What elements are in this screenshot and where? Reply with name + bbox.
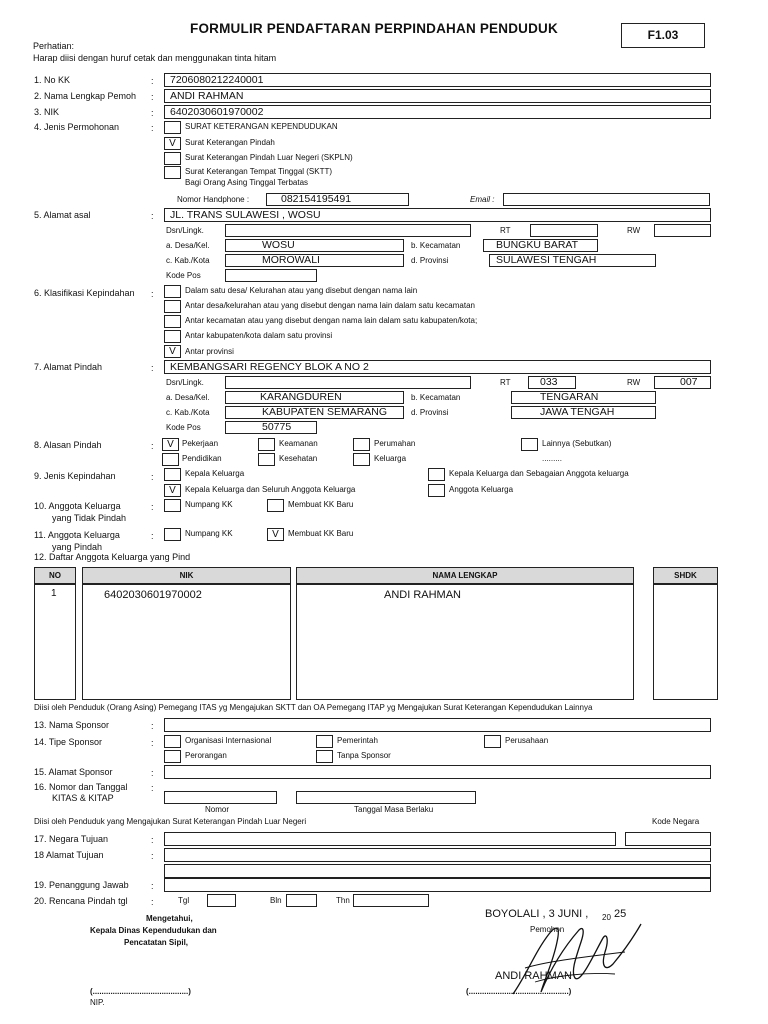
alamat-tujuan-field-2[interactable]: [164, 864, 711, 878]
penanggung-label: 19. Penanggung Jawab: [34, 880, 129, 890]
penanggung-field[interactable]: [164, 878, 711, 892]
jk-2-checkbox[interactable]: [428, 468, 445, 481]
skk-checkbox[interactable]: [164, 121, 181, 134]
jk-4-label: Anggota Keluarga: [449, 485, 514, 494]
pendidikan-checkbox[interactable]: [162, 453, 179, 466]
pindah-desa-label: a. Desa/Kel.: [166, 393, 210, 402]
kitas-nomor-field[interactable]: [164, 791, 277, 804]
tgl-field[interactable]: [207, 894, 236, 907]
asal-pos-label: Kode Pos: [166, 271, 201, 280]
skpln-checkbox[interactable]: [164, 152, 181, 165]
klas-4-label: Antar kabupaten/kota dalam satu provinsi: [185, 331, 333, 340]
ts-org-checkbox[interactable]: [164, 735, 181, 748]
pindah-kab-value: KABUPATEN SEMARANG: [262, 406, 388, 418]
pekerjaan-label: Pekerjaan: [182, 439, 219, 448]
pemohon-label: Pemohon: [530, 925, 565, 934]
skp-label: Surat Keterangan Pindah: [185, 138, 275, 147]
nik-field[interactable]: [164, 105, 711, 119]
pindah-pos-label: Kode Pos: [166, 423, 201, 432]
sponsor-field[interactable]: [164, 718, 711, 732]
row-no: 1: [51, 588, 57, 599]
akp-numpang-checkbox[interactable]: [164, 528, 181, 541]
kode-negara-field[interactable]: [625, 832, 711, 846]
asal-prov-field[interactable]: [489, 254, 656, 267]
col-nik: [82, 584, 291, 700]
keluarga-label: Keluarga: [374, 454, 407, 463]
asal-prov-value: SULAWESI TENGAH: [496, 254, 597, 266]
lainnya-checkbox[interactable]: [521, 438, 538, 451]
akt-membuat-label: Membuat KK Baru: [288, 500, 354, 509]
asal-kab-label: c. Kab./Kota: [166, 256, 210, 265]
phone-label: Nomor Handphone :: [177, 195, 250, 204]
ts-per-label: Perusahaan: [505, 736, 549, 745]
negara-field[interactable]: [164, 832, 616, 846]
pindah-prov-value: JAWA TENGAH: [540, 406, 615, 418]
form-title: FORMULIR PENDAFTARAN PERPINDAHAN PENDUDUK: [190, 21, 558, 36]
phone-field[interactable]: [266, 193, 409, 206]
asal-desa-field[interactable]: [225, 239, 404, 252]
pindah-rt-field[interactable]: [528, 376, 576, 389]
lainnya-label: Lainnya (Sebutkan): [542, 439, 612, 448]
col-header-nama: NAMA LENGKAP: [296, 567, 634, 584]
pindah-kec-value: TENGARAN: [540, 391, 599, 403]
kepala-dinas-1: Kepala Dinas Kependudukan dan: [90, 926, 217, 935]
nip-label: NIP.: [90, 998, 105, 1007]
email-field[interactable]: [503, 193, 710, 206]
asal-kab-value: MOROWALI: [262, 254, 320, 266]
pindah-desa-value: KARANGDUREN: [260, 391, 342, 403]
alamat-sponsor-label: 15. Alamat Sponsor: [34, 767, 113, 777]
klasifikasi-label: 6. Klasifikasi Kepindahan: [34, 288, 135, 298]
section-asing: Diisi oleh Penduduk (Orang Asing) Pemegang ITAS yg Mengajukan SKTT dan OA Pemegang ITAP yg Mengajukan Surat Keterangan Kependudukan Lainnya: [34, 703, 593, 712]
phone-value: 082154195491: [281, 193, 352, 205]
kitas-tanggal-field[interactable]: [296, 791, 476, 804]
asal-kec-value: BUNGKU BARAT: [496, 239, 579, 251]
row-nik: 6402030601970002: [104, 589, 202, 601]
email-label: Email :: [470, 195, 495, 204]
asal-prov-label: d. Provinsi: [411, 256, 449, 265]
akp-membuat-label: Membuat KK Baru: [288, 529, 354, 538]
ts-tanpa-label: Tanpa Sponsor: [337, 751, 391, 760]
pindah-kec-label: b. Kecamatan: [411, 393, 461, 402]
nama-label: 2. Nama Lengkap Pemoh: [34, 91, 137, 101]
skk-label: SURAT KETERANGAN KEPENDUDUKAN: [185, 122, 338, 131]
kesehatan-checkbox[interactable]: [258, 453, 275, 466]
ts-org-label: Organisasi Internasional: [185, 736, 272, 745]
year-prefix: 20: [602, 913, 611, 922]
kitas-tanggal-caption: Tanggal Masa Berlaku: [354, 805, 434, 814]
pekerjaan-checkbox[interactable]: V: [162, 438, 179, 451]
notice-title: Perhatian:: [33, 41, 75, 51]
akp-label-1: 11. Anggota Keluarga: [34, 530, 120, 540]
alamat-tujuan-label: 18 Alamat Tujuan: [34, 850, 104, 860]
akt-label-1: 10. Anggota Keluarga: [34, 501, 121, 511]
keluarga-checkbox[interactable]: [353, 453, 370, 466]
jk-3-checkbox[interactable]: V: [164, 484, 181, 497]
notice-text: Harap diisi dengan huruf cetak dan menggunakan tinta hitam: [33, 53, 277, 63]
akp-numpang-label: Numpang KK: [185, 529, 233, 538]
no-kk-field[interactable]: [164, 73, 711, 87]
jk-3-label: Kepala Keluarga dan Seluruh Anggota Keluarga: [185, 485, 356, 494]
jk-1-label: Kepala Keluarga: [185, 469, 245, 478]
kode-negara-label: Kode Negara: [652, 817, 700, 826]
klas-3-checkbox[interactable]: [164, 315, 181, 328]
row-nama: ANDI RAHMAN: [384, 589, 462, 601]
mengetahui: Mengetahui,: [146, 914, 193, 923]
pindah-rw-value: 007: [680, 376, 698, 388]
asal-rt-label: RT: [500, 226, 511, 235]
pindah-rt-value: 033: [540, 376, 558, 388]
pindah-rt-label: RT: [500, 378, 511, 387]
lainnya-dots: .........: [542, 454, 563, 463]
sktt-checkbox[interactable]: [164, 166, 181, 179]
pindah-rw-label: RW: [627, 378, 641, 387]
no-kk-label: 1. No KK: [34, 75, 71, 85]
sktt-label: Surat Keterangan Tempat Tinggal (SKTT): [185, 167, 333, 176]
alamat-pindah-field[interactable]: [164, 360, 711, 374]
kitas-label-2: KITAS & KITAP: [52, 793, 114, 803]
akt-numpang-checkbox[interactable]: [164, 499, 181, 512]
thn-field[interactable]: [353, 894, 429, 907]
akp-membuat-checkbox[interactable]: V: [267, 528, 284, 541]
klas-4-checkbox[interactable]: [164, 330, 181, 343]
akt-numpang-label: Numpang KK: [185, 500, 233, 509]
asal-dsn-label: Dsn/Lingk.: [166, 226, 204, 235]
nik-value: 6402030601970002: [170, 106, 264, 118]
pindah-desa-field[interactable]: [225, 391, 404, 404]
asal-pos-field[interactable]: [225, 269, 317, 282]
asal-desa-label: a. Desa/Kel.: [166, 241, 210, 250]
place-date: BOYOLALI , 3 JUNI ,: [485, 908, 589, 920]
negara-label: 17. Negara Tujuan: [34, 834, 109, 844]
col-nama: [296, 584, 634, 700]
asal-dsn-field[interactable]: [225, 224, 471, 237]
jk-4-checkbox[interactable]: [428, 484, 445, 497]
pindah-kab-label: c. Kab./Kota: [166, 408, 210, 417]
bln-label: Bln: [270, 896, 282, 905]
col-header-nik: NIK: [82, 567, 291, 584]
alamat-pindah-label: 7. Alamat Pindah: [34, 362, 103, 372]
asal-kab-field[interactable]: [225, 254, 404, 267]
sktt-sublabel: Bagi Orang Asing Tinggal Terbatas: [185, 178, 309, 187]
akp-label-2: yang Pindah: [52, 542, 103, 552]
kitas-label-1: 16. Nomor dan Tanggal: [34, 782, 128, 792]
alamat-asal-field[interactable]: [164, 208, 711, 222]
applicant-name: ANDI RAHMAN: [495, 970, 573, 982]
klas-1-checkbox[interactable]: [164, 285, 181, 298]
skp-checkbox[interactable]: V: [164, 137, 181, 150]
year-value: 25: [614, 908, 627, 920]
ts-pem-label: Pemerintah: [337, 736, 378, 745]
jk-2-label: Kepala Keluarga dan Sebagaian Anggota keluarga: [449, 469, 629, 478]
pindah-dsn-field[interactable]: [225, 376, 471, 389]
skpln-label: Surat Keterangan Pindah Luar Negeri (SKPLN): [185, 153, 353, 162]
no-kk-value: 7206080212240001: [170, 74, 264, 86]
col-shdk: [653, 584, 718, 700]
nik-label: 3. NIK: [34, 107, 60, 117]
alamat-tujuan-field-1[interactable]: [164, 848, 711, 862]
pindah-dsn-label: Dsn/Lingk.: [166, 378, 204, 387]
ts-pem-checkbox[interactable]: [316, 735, 333, 748]
pindah-kab-field[interactable]: [225, 406, 404, 419]
klas-5-checkbox[interactable]: V: [164, 345, 181, 358]
asal-kec-label: b. Kecamatan: [411, 241, 461, 250]
col-header-no: NO: [34, 567, 76, 584]
tgl-label: Tgl: [178, 896, 190, 905]
alamat-sponsor-field[interactable]: [164, 765, 711, 779]
alamat-asal-value: JL. TRANS SULAWESI , WOSU: [170, 209, 321, 221]
asal-rw-field[interactable]: [654, 224, 711, 237]
jenis-kepindahan-label: 9. Jenis Kepindahan: [34, 471, 116, 481]
section-luar: Diisi oleh Penduduk yang Mengajukan Surat Keterangan Pindah Luar Negeri: [34, 817, 307, 826]
akt-label-2: yang Tidak Pindah: [52, 513, 127, 523]
klas-2-checkbox[interactable]: [164, 300, 181, 313]
sponsor-label: 13. Nama Sponsor: [34, 720, 110, 730]
daftar-label: 12. Daftar Anggota Keluarga yang Pind: [34, 552, 191, 562]
pindah-pos-field[interactable]: [225, 421, 317, 434]
bln-field[interactable]: [286, 894, 317, 907]
klas-1-label: Dalam satu desa/ Kelurahan atau yang disebut dengan nama lain: [185, 286, 418, 295]
ts-per-checkbox[interactable]: [484, 735, 501, 748]
alamat-pindah-value: KEMBANGSARI REGENCY BLOK A NO 2: [170, 361, 369, 373]
kepala-dinas-2: Pencatatan Sipil,: [124, 938, 189, 947]
klas-5-label: Antar provinsi: [185, 347, 234, 356]
kitas-nomor-caption: Nomor: [205, 805, 230, 814]
perumahan-checkbox[interactable]: [353, 438, 370, 451]
keamanan-label: Keamanan: [279, 439, 318, 448]
jk-1-checkbox[interactable]: [164, 468, 181, 481]
jenis-permohonan-label: 4. Jenis Permohonan: [34, 122, 120, 132]
form-code-box: F1.03: [621, 23, 705, 48]
thn-label: Thn: [336, 896, 350, 905]
klas-2-label: Antar desa/kelurahan atau yang disebut dengan nama lain dalam satu kecamatan: [185, 301, 475, 310]
pendidikan-label: Pendidikan: [182, 454, 222, 463]
pindah-prov-field[interactable]: [511, 406, 656, 419]
pindah-prov-label: d. Provinsi: [411, 408, 449, 417]
pindah-kec-field[interactable]: [511, 391, 656, 404]
nama-field[interactable]: [164, 89, 711, 103]
rencana-label: 20. Rencana Pindah tgl: [34, 896, 128, 906]
ts-orang-checkbox[interactable]: [164, 750, 181, 763]
tipe-sponsor-label: 14. Tipe Sponsor: [34, 737, 103, 747]
col-no: [34, 584, 76, 700]
pindah-pos-value: 50775: [262, 421, 292, 433]
alamat-asal-label: 5. Alamat asal: [34, 210, 91, 220]
left-signature-line: (...........................................): [90, 987, 191, 996]
ts-orang-label: Perorangan: [185, 751, 227, 760]
perumahan-label: Perumahan: [374, 439, 416, 448]
right-signature-line: (.............................................): [466, 987, 572, 996]
asal-rw-label: RW: [627, 226, 641, 235]
akt-membuat-checkbox[interactable]: [267, 499, 284, 512]
asal-rt-field[interactable]: [530, 224, 598, 237]
asal-desa-value: WOSU: [262, 239, 295, 251]
alasan-label: 8. Alasan Pindah: [34, 440, 102, 450]
klas-3-label: Antar kecamatan atau yang disebut dengan nama lain dalam satu kabupaten/kota;: [185, 316, 478, 325]
asal-kec-field[interactable]: [483, 239, 598, 252]
col-header-shdk: SHDK: [653, 567, 718, 584]
pindah-rw-field[interactable]: [654, 376, 711, 389]
ts-tanpa-checkbox[interactable]: [316, 750, 333, 763]
nama-value: ANDI RAHMAN: [170, 90, 244, 102]
kesehatan-label: Kesehatan: [279, 454, 318, 463]
keamanan-checkbox[interactable]: [258, 438, 275, 451]
